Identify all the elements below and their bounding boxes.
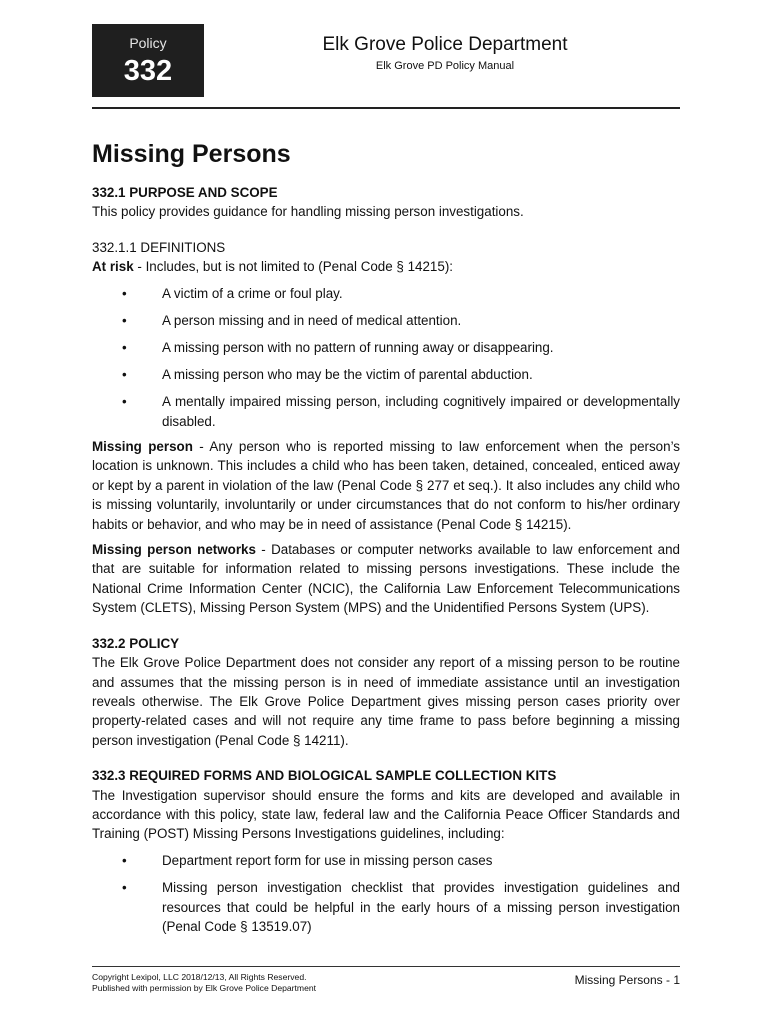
policy-badge <box>92 24 204 97</box>
manual-name: Elk Grove PD Policy Manual <box>375 60 515 72</box>
document-body <box>92 183 680 937</box>
list-item: • A person missing and in need of medical attention. <box>92 311 680 330</box>
forms-text: The Investigation supervisor should ensure the forms and kits are developed and available in accordance with this policy, state law, federal law and the California Peace Officer Standards and Training (POST) Missing Persons Investigations guidelines, including: <box>92 787 680 842</box>
missing-person-text: - Any person who is reported missing to law enforcement when the person’s location is unknown. This includes a child who has been taken, detained, concealed, enticed away or kept by a parent in violation of the law (Penal Code § 277 et seq.). It also includes any child who is missing voluntarily, involuntarily or under circumstances that do not conform to his/her ordinary habits or behavior, and who may be in need of assistance (Penal Code § 14215). <box>92 439 681 532</box>
list-item: • Department report form for use in missing person cases <box>92 851 680 870</box>
networks-text: - Databases or computer networks available to law enforcement and that are suitable for information related to missing persons investigations. These include the National Crime Information Center (NCIC), the California Law Enforcement Telecommunications System (CLETS), Missing Person System (MPS) and the Unidentified Persons System (UPS). <box>92 542 680 616</box>
list-item: • A missing person who may be the victim of parental abduction. <box>92 365 680 384</box>
page-number: Missing Persons - 1 <box>574 973 680 987</box>
footer-divider <box>92 966 680 967</box>
policy-number: 332 <box>123 55 173 87</box>
bullet: • <box>122 880 127 896</box>
policy-text: The Elk Grove Police Department does not consider any report of a missing person to be routine and assumes that the missing person is in need of immediate assistance until an investigation reveals otherwise. The Elk Grove Police Department gives missing person cases priority over property-related cases and will not require any time frame to pass before beginning a missing person investigation (Penal Code § 14211). <box>92 655 680 748</box>
policy-label: Policy <box>129 35 167 51</box>
copyright-notice <box>92 972 316 994</box>
forms-heading: 332.3 REQUIRED FORMS AND BIOLOGICAL SAMPLE COLLECTION KITS <box>92 768 557 784</box>
networks-term: Missing person networks <box>92 542 256 558</box>
at-risk-list <box>92 284 680 431</box>
list-item: • Missing person investigation checklist that provides investigation guidelines and resources that could be helpful in the early hours of a missing person investigation (Penal Code § 13519.07) <box>122 880 680 935</box>
policy-heading: 332.2 POLICY <box>92 635 180 651</box>
department-name: Elk Grove Police Department <box>322 34 568 55</box>
missing-person-term: Missing person <box>92 439 193 455</box>
page-title: Missing Persons <box>92 140 291 168</box>
bullet: • <box>122 367 127 383</box>
list-item: • A mentally impaired missing person, including cognitively impaired or developmentally disabled. <box>122 394 680 429</box>
forms-list <box>92 851 680 936</box>
published-line: Published with permission by Elk Grove Police Department <box>92 983 317 993</box>
at-risk-term: At risk <box>92 259 134 275</box>
bullet: • <box>122 286 127 302</box>
header-divider <box>92 107 680 109</box>
bullet: • <box>122 313 127 329</box>
purpose-text: This policy provides guidance for handling missing person investigations. <box>92 204 524 220</box>
at-risk-definition <box>92 257 680 276</box>
copyright-line: Copyright Lexipol, LLC 2018/12/13, All Rights Reserved. <box>92 972 307 982</box>
definitions-heading: 332.1.1 DEFINITIONS <box>92 239 226 255</box>
bullet: • <box>122 853 127 869</box>
missing-person-definition <box>92 437 680 534</box>
networks-definition <box>92 540 680 618</box>
purpose-heading: 332.1 PURPOSE AND SCOPE <box>92 185 278 200</box>
bullet: • <box>122 394 127 410</box>
list-item: • A missing person with no pattern of running away or disappearing. <box>92 338 680 357</box>
list-item: • A victim of a crime or foul play. <box>92 284 680 303</box>
at-risk-text: - Includes, but is not limited to (Penal Code § 14215): <box>133 259 454 275</box>
bullet: • <box>122 340 127 356</box>
